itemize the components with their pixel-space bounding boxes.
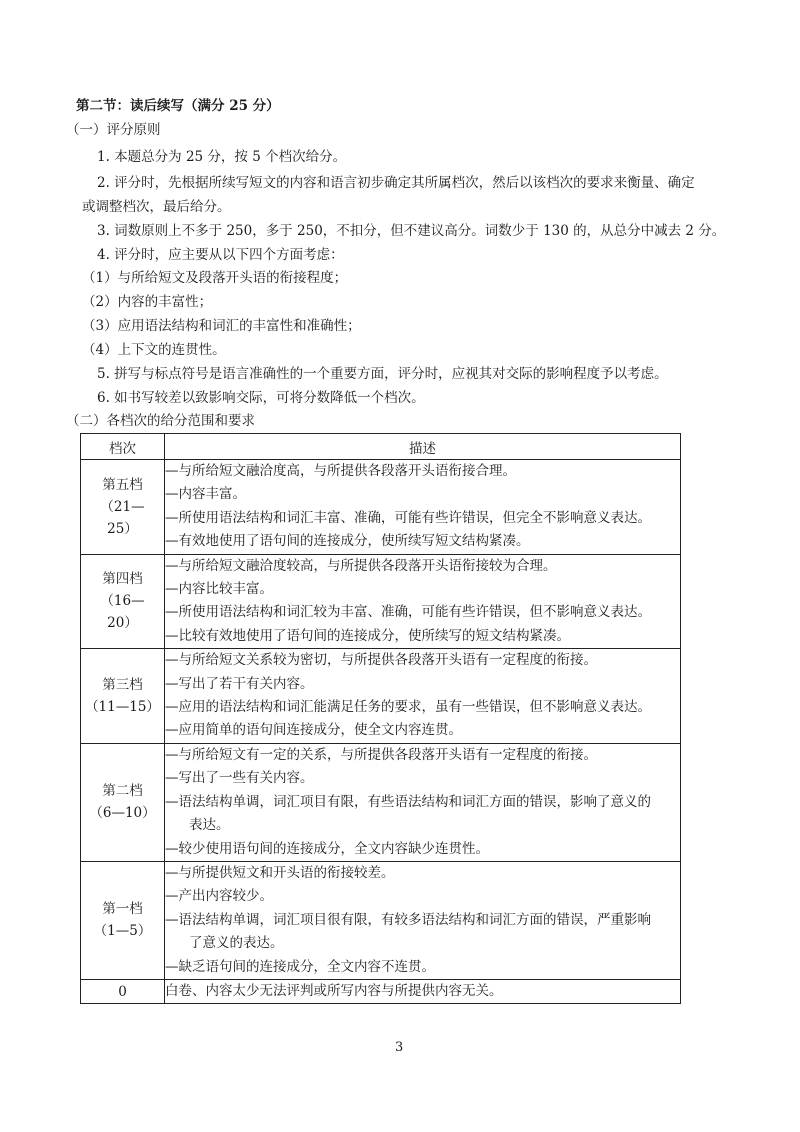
- consideration-4: （4）上下文的连贯性。: [82, 342, 226, 358]
- description-line: —缺乏语句间的连接成分，全文内容不连贯。: [165, 958, 435, 975]
- description-line: —与所给短文关系较为密切，与所提供各段落开头语有一定程度的衔接。: [165, 652, 597, 669]
- description-line: —语法结构单调，词汇项目很有限，有较多语法结构和词汇方面的错误，严重影响: [165, 911, 651, 928]
- rule-6: 6. 如书写较差以致影响交际，可将分数降低一个档次。: [97, 390, 425, 406]
- level-name: 第五档: [102, 476, 143, 493]
- description-line: —内容比较丰富。: [165, 581, 273, 598]
- ranges-heading: （二）各档次的给分范围和要求: [66, 413, 255, 429]
- level-column-header: 档次: [81, 434, 165, 460]
- rule-5: 5. 拼写与标点符号是语言准确性的一个重要方面，评分时，应视其对交际的影响程度予以考虑。: [97, 366, 668, 382]
- description-line: 白卷、内容太少无法评判或所写内容与所提供内容无关。: [165, 982, 503, 999]
- table-header-row: [81, 434, 681, 460]
- description-line: —所使用语法结构和词汇丰富、准确，可能有些许错误，但完全不影响意义表达。: [165, 509, 651, 526]
- level-cell: [81, 554, 165, 649]
- description-cell: [165, 979, 681, 1003]
- rule-3: 3. 词数原则上不多于 250，多于 250，不扣分，但不建议高分。词数少于 130 的，从总分中减去 2 分。: [97, 223, 726, 239]
- level-range: （21—: [100, 498, 145, 515]
- table-row: [81, 979, 681, 1003]
- description-line: —与所给短文有一定的关系，与所提供各段落开头语有一定程度的衔接。: [165, 746, 597, 763]
- description-line: —比较有效地使用了语句间的连接成分，使所续写的短文结构紧凑。: [165, 627, 570, 644]
- description-cell: [165, 649, 681, 744]
- description-line-continued: 表达。: [189, 817, 230, 834]
- level-name: 第三档: [102, 677, 143, 694]
- level-name: 第一档: [102, 901, 143, 918]
- description-cell: [165, 743, 681, 861]
- section-title: 第二节：读后续写（满分 25 分）: [76, 98, 280, 114]
- level-name: 第四档: [102, 571, 143, 588]
- table-row: [81, 554, 681, 649]
- description-cell: [165, 861, 681, 979]
- level-cell: [81, 460, 165, 555]
- level-cell: [81, 979, 165, 1003]
- description-cell: [165, 554, 681, 649]
- level-name: 第二档: [102, 783, 143, 800]
- description-line: —应用的语法结构和词汇能满足任务的要求，虽有一些错误，但不影响意义表达。: [165, 699, 651, 716]
- description-line: —与所给短文融洽度较高，与所提供各段落开头语衔接较为合理。: [165, 557, 557, 574]
- rule-1: 1. 本题总分为 25 分，按 5 个档次给分。: [97, 149, 347, 165]
- table-row: [81, 861, 681, 979]
- description-line: —产出内容较少。: [165, 888, 273, 905]
- description-line: —内容丰富。: [165, 486, 246, 503]
- consideration-2: （2）内容的丰富性；: [82, 294, 213, 310]
- description-line: —较少使用语句间的连接成分，全文内容缺少连贯性。: [165, 840, 489, 857]
- level-range: （6—10）: [89, 805, 156, 822]
- rule-2: 2. 评分时，先根据所续写短文的内容和语言初步确定其所属档次，然后以该档次的要求来衡量、确定: [97, 175, 695, 191]
- level-cell: [81, 743, 165, 861]
- description-line: —所使用语法结构和词汇较为丰富、准确，可能有些许错误，但不影响意义表达。: [165, 604, 651, 621]
- description-cell: [165, 460, 681, 555]
- description-column-header: 描述: [165, 434, 681, 460]
- level-cell: [81, 649, 165, 744]
- consideration-1: （1）与所给短文及段落开头语的衔接程度；: [82, 270, 348, 286]
- description-line-continued: 了意义的表达。: [189, 935, 284, 952]
- description-line: —写出了一些有关内容。: [165, 770, 314, 787]
- description-line: —写出了若干有关内容。: [165, 675, 314, 692]
- level-range: （1—5）: [93, 923, 152, 940]
- consideration-3: （3）应用语法结构和词汇的丰富性和准确性；: [82, 318, 361, 334]
- description-line: —与所提供短文和开头语的衔接较差。: [165, 864, 395, 881]
- description-line: —有效地使用了语句间的连接成分，使所续写短文结构紧凑。: [165, 533, 530, 550]
- principles-heading: （一）评分原则: [66, 122, 161, 138]
- table-row: [81, 460, 681, 555]
- rule-4: 4. 评分时，应主要从以下四个方面考虑：: [97, 247, 344, 263]
- level-cell: [81, 861, 165, 979]
- table-row: [81, 649, 681, 744]
- page-number: 3: [395, 1040, 404, 1055]
- level-name: 0: [118, 983, 127, 1000]
- level-range: 20）: [107, 615, 138, 632]
- level-range: 25）: [107, 520, 138, 537]
- rule-2-continued: 或调整档次，最后给分。: [82, 199, 231, 215]
- level-range: （16—: [100, 593, 145, 610]
- scoring-table: [80, 433, 681, 1004]
- table-row: [81, 743, 681, 861]
- description-line: —应用简单的语句间连接成分，使全文内容连贯。: [165, 722, 462, 739]
- description-line: —与所给短文融洽度高，与所提供各段落开头语衔接合理。: [165, 463, 516, 479]
- level-range: （11—15）: [85, 699, 160, 716]
- description-line: —语法结构单调，词汇项目有限，有些语法结构和词汇方面的错误，影响了意义的: [165, 793, 651, 810]
